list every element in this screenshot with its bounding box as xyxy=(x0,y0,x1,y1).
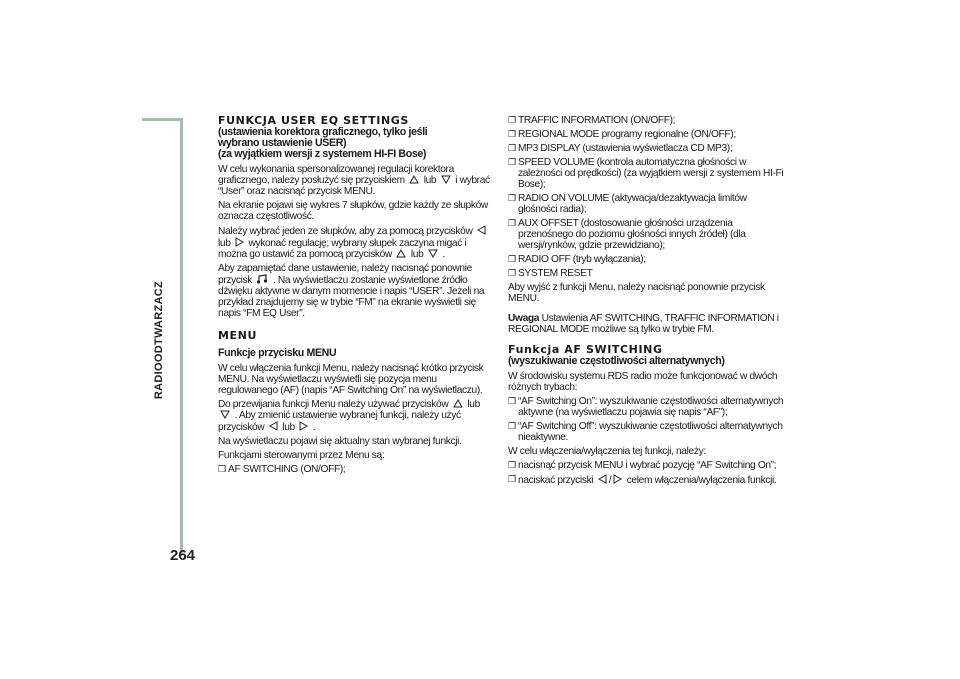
list-item xyxy=(508,474,788,486)
triangle-left-icon xyxy=(269,421,278,431)
list-item-text: RADIO OFF (tryb wyłączania); xyxy=(518,254,646,265)
paragraph-exit-menu: Aby wyjść z funkcji Menu, należy nacisnąć ponownie przycisk MENU. xyxy=(508,282,765,304)
note-paragraph xyxy=(508,313,788,335)
paragraph-af-1: W środowisku systemu RDS radio może funkcjonować w dwóch różnych trybach: xyxy=(508,371,778,393)
list-item xyxy=(508,129,788,140)
heading-af-switching-sub: (wyszukiwanie częstotliwości alternatywnych) xyxy=(508,355,725,367)
paragraph-menu-4: Funkcjami sterowanymi przez Menu są: xyxy=(218,450,385,461)
heading-menu: MENU xyxy=(218,329,257,342)
list-item xyxy=(508,193,788,215)
right-column xyxy=(508,115,788,489)
bullet-icon: ❒ xyxy=(508,193,516,203)
bullet-icon: ❒ xyxy=(508,143,516,153)
triangle-down-icon xyxy=(441,175,451,184)
heading-user-eq-sub2: wybrano ustawienie USER) xyxy=(218,137,347,149)
triangle-down-icon xyxy=(428,249,438,258)
list-item-text: “AF Switching On”: wyszukiwanie częstotliwości alternatywnych aktywne (na wyświetlaczu pojawia się napis “AF”); xyxy=(518,396,784,418)
bullet-icon: ❒ xyxy=(508,460,516,470)
bullet-icon: ❒ xyxy=(508,474,516,484)
triangle-left-icon xyxy=(598,474,607,484)
sidebar-hook-line xyxy=(142,118,182,121)
bullet-icon: ❒ xyxy=(508,218,516,228)
list-item-text: TRAFFIC INFORMATION (ON/OFF); xyxy=(518,115,676,126)
text: / xyxy=(608,475,612,486)
list-item-text: SPEED VOLUME (kontrola automatyczna głośności w zależności od prędkości) (za wyjątkiem wersji z systemem HI-Fi Bose); xyxy=(518,157,784,190)
paragraph-eq-2: Na ekranie pojawi się wykres 7 słupków, gdzie każdy ze słupków oznacza częstotliwość. xyxy=(218,200,488,222)
sidebar-line xyxy=(180,118,183,555)
text: naciskać przyciski xyxy=(518,475,594,486)
list-item xyxy=(508,157,788,190)
heading-user-eq-sub3: (za wyjątkiem wersji z systemem HI-FI Bose) xyxy=(218,148,427,160)
paragraph-menu-1: W celu włączenia funkcji Menu, należy nacisnąć krótko przycisk MENU. Na wyświetlaczu wyświetli się pozycja menu regulowanego (AF) (napis “AF Switching On” na wyświetlaczu). xyxy=(218,363,484,396)
list-item xyxy=(218,464,496,475)
paragraph-eq-4 xyxy=(218,263,496,319)
text: wykonać regulację; wybrany słupek zaczyna migać i można go ustawić za pomocą przycisków xyxy=(218,238,467,260)
heading-user-eq: FUNKCJA USER EQ SETTINGS xyxy=(218,114,409,127)
list-item xyxy=(508,396,788,418)
bullet-icon: ❒ xyxy=(508,157,516,167)
text: W celu wykonania spersonalizowanej regulacji korektora graficznego, należy posłużyć się przyciskiem xyxy=(218,164,454,186)
text: lub xyxy=(282,422,295,433)
bullet-icon: ❒ xyxy=(508,268,516,278)
heading-menu-functions: Funkcje przycisku MENU xyxy=(218,347,337,359)
paragraph-af-2: W celu włączenia/wyłączenia tej funkcji, należy: xyxy=(508,446,706,457)
left-column xyxy=(218,115,496,478)
list-item-text: REGIONAL MODE programy regionalne (ON/OFF); xyxy=(518,129,736,140)
text: . Aby zmienić ustawienie wybranej funkcji, należy użyć przycisków xyxy=(218,410,461,433)
bullet-icon: ❒ xyxy=(508,254,516,264)
heading-af-switching: Funkcja AF SWITCHING xyxy=(508,343,663,356)
list-item xyxy=(508,268,788,279)
triangle-up-icon xyxy=(409,175,419,184)
list-item-text: nacisnąć przycisk MENU i wybrać pozycję “AF Switching On”; xyxy=(518,460,777,471)
text: Do przewijania funkcji Menu należy używać przycisków xyxy=(218,399,449,410)
music-note-icon xyxy=(256,274,268,284)
section-sidebar-label: RADIOODTWARZACZ xyxy=(153,280,165,400)
paragraph-menu-3: Na wyświetlaczu pojawi się aktualny stan wybranej funkcji. xyxy=(218,436,462,447)
bullet-icon: ❒ xyxy=(218,464,226,474)
text: Aby zapamiętać dane ustawienie, należy nacisnąć ponownie przycisk xyxy=(218,263,472,286)
text: lub xyxy=(218,238,231,249)
text: Należy wybrać jeden ze słupków, aby za pomocą przycisków xyxy=(218,226,473,237)
text: i wybrać “User” oraz nacisnąć przycisk MENU. xyxy=(218,175,490,197)
page-number: 264 xyxy=(170,547,196,564)
list-item xyxy=(508,460,788,471)
text: . xyxy=(442,249,445,260)
list-item xyxy=(508,421,788,443)
triangle-down-icon xyxy=(220,410,230,419)
list-item-text xyxy=(518,474,788,486)
note-text: Ustawienia AF SWITCHING, TRAFFIC INFORMATION i REGIONAL MODE możliwe są tylko w trybie FM. xyxy=(508,313,779,335)
bullet-icon: ❒ xyxy=(508,421,516,431)
bullet-icon: ❒ xyxy=(508,129,516,139)
triangle-up-icon xyxy=(396,249,406,258)
list-item-text: AUX OFFSET (dostosowanie głośności urządzenia przenośnego do poziomu głośności innych źródeł) (dla wersji/rynków, gdzie przewidziano); xyxy=(518,218,746,251)
text: . xyxy=(312,422,316,433)
list-item-text: MP3 DISPLAY (ustawienia wyświetlacza CD MP3); xyxy=(518,143,733,154)
bullet-icon: ❒ xyxy=(508,396,516,406)
heading-user-eq-sub1: (ustawienia korektora graficznego, tylko jeśli xyxy=(218,126,428,138)
note-label: Uwaga xyxy=(508,313,540,324)
triangle-up-icon xyxy=(453,399,463,408)
text: lub xyxy=(410,249,424,260)
list-item-text: AF SWITCHING (ON/OFF); xyxy=(228,464,346,475)
paragraph-menu-2 xyxy=(218,399,496,433)
triangle-left-icon xyxy=(477,225,486,235)
list-item-text: “AF Switching Off”: wyszukiwanie częstotliwości alternatywnych nieaktywne. xyxy=(518,421,783,443)
list-item xyxy=(508,143,788,154)
paragraph-eq-3 xyxy=(218,225,496,260)
paragraph-eq-1 xyxy=(218,164,496,197)
text: lub xyxy=(467,399,480,410)
triangle-right-icon xyxy=(299,421,308,431)
triangle-right-icon xyxy=(613,474,622,484)
list-item-text: RADIO ON VOLUME (aktywacja/dezaktywacja limitów głośności radia); xyxy=(518,193,747,215)
list-item xyxy=(508,218,788,251)
list-item xyxy=(508,254,788,265)
list-item xyxy=(508,115,788,126)
bullet-icon: ❒ xyxy=(508,115,516,125)
text: lub xyxy=(423,175,437,186)
list-item-text: SYSTEM RESET xyxy=(518,268,593,279)
triangle-right-icon xyxy=(235,237,244,247)
text: celem włączenia/wyłączenia funkcji. xyxy=(626,475,777,486)
text: . Na wyświetlaczu zostanie wyświetlone źródło dźwięku aktywne w danym momencie i napis “USER”. Jeżeli na przykład znajdujemy się w trybie “FM” na ekranie wyświetli się napis “FM EQ User”. xyxy=(218,275,485,319)
